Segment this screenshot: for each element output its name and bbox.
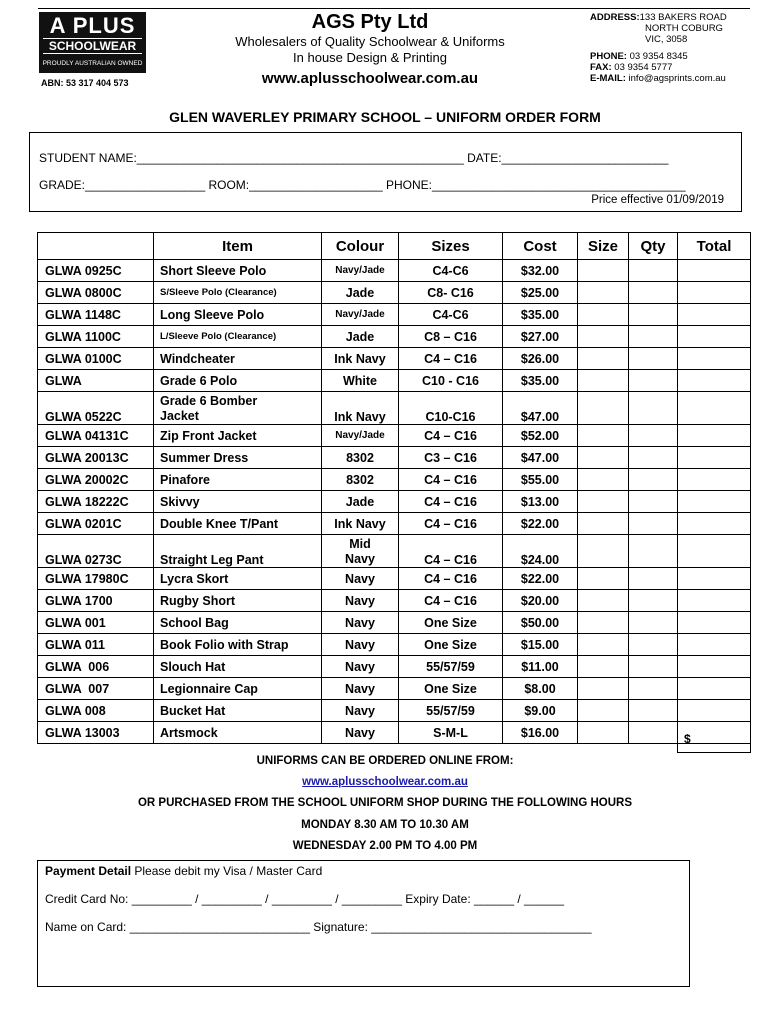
item-name: Bucket Hat [154, 700, 322, 722]
uniform-shop-notice: OR PURCHASED FROM THE SCHOOL UNIFORM SHOP DURING THE FOLLOWING HOURS [137, 797, 633, 809]
qty-input[interactable] [629, 535, 678, 568]
qty-input[interactable] [629, 722, 678, 744]
item-code: GLWA 0100C [38, 348, 154, 370]
item-name: Grade 6 Polo [154, 370, 322, 392]
item-sizes: C4-C6 [399, 260, 503, 282]
item-sizes: C4 – C16 [399, 425, 503, 447]
size-input[interactable] [578, 326, 629, 348]
item-colour: Ink Navy [322, 513, 399, 535]
qty-input[interactable] [629, 678, 678, 700]
item-colour: 8302 [322, 469, 399, 491]
item-sizes: C4-C6 [399, 304, 503, 326]
item-colour-line-2: Navy [345, 552, 375, 566]
item-sizes: C4 – C16 [399, 348, 503, 370]
item-colour [322, 535, 399, 568]
email-label: E-MAIL: [590, 73, 626, 84]
payment-label: Payment Detail [45, 864, 132, 878]
item-name: Rugby Short [154, 590, 322, 612]
abn-number: ABN: 53 317 404 573 [41, 78, 129, 88]
item-code: GLWA 04131C [38, 425, 154, 447]
item-name: Short Sleeve Polo [154, 260, 322, 282]
item-name: Long Sleeve Polo [154, 304, 322, 326]
email-value[interactable]: info@agsprints.com.au [628, 73, 726, 84]
table-header-row [38, 233, 751, 260]
item-name [154, 392, 322, 425]
item-code: GLWA [38, 370, 154, 392]
item-code: GLWA 007 [38, 678, 154, 700]
item-colour: Navy [322, 656, 399, 678]
item-colour: 8302 [322, 447, 399, 469]
size-input[interactable] [578, 260, 629, 282]
item-sizes: C4 – C16 [399, 513, 503, 535]
item-code: GLWA 1700 [38, 590, 154, 612]
item-sizes: C10-C16 [399, 392, 503, 425]
item-cost: $35.00 [503, 304, 578, 326]
total-input[interactable] [678, 260, 751, 282]
item-code: GLWA 17980C [38, 568, 154, 590]
logo-text-schoolwear: SCHOOLWEAR [43, 38, 142, 54]
item-name: Skivvy [154, 491, 322, 513]
company-header [200, 10, 540, 90]
address-line-2: NORTH COBURG [645, 23, 723, 34]
item-cost: $13.00 [503, 491, 578, 513]
table-row [38, 656, 751, 678]
item-colour: White [322, 370, 399, 392]
size-input[interactable] [578, 282, 629, 304]
company-website[interactable]: www.aplusschoolwear.com.au [261, 70, 479, 87]
item-cost: $32.00 [503, 260, 578, 282]
qty-input[interactable] [629, 260, 678, 282]
total-input[interactable] [678, 678, 751, 700]
item-cost: $25.00 [503, 282, 578, 304]
item-code: GLWA 0201C [38, 513, 154, 535]
qty-input[interactable] [629, 634, 678, 656]
table-row [38, 447, 751, 469]
qty-input[interactable] [629, 700, 678, 722]
item-cost: $24.00 [503, 535, 578, 568]
total-input[interactable] [678, 282, 751, 304]
item-sizes: C4 – C16 [399, 590, 503, 612]
address-line-1: 133 BAKERS ROAD [639, 12, 727, 23]
item-sizes: One Size [399, 612, 503, 634]
qty-input[interactable] [629, 326, 678, 348]
total-input[interactable] [678, 425, 751, 447]
item-code: GLWA 001 [38, 612, 154, 634]
item-colour: Navy [322, 700, 399, 722]
table-row [38, 700, 751, 722]
item-name-line-2: Jacket [160, 409, 199, 423]
size-input[interactable] [578, 447, 629, 469]
item-name: Legionnaire Cap [154, 678, 322, 700]
table-row [38, 392, 751, 425]
item-sizes: C8 – C16 [399, 326, 503, 348]
table-row [38, 568, 751, 590]
item-sizes: C4 – C16 [399, 535, 503, 568]
item-name: Artsmock [154, 722, 322, 744]
item-name: Pinafore [154, 469, 322, 491]
table-row [38, 535, 751, 568]
grade-room-phone-field[interactable]: GRADE:__________________ ROOM:____________________ PHONE:______________________________________ [39, 178, 686, 192]
size-input[interactable] [578, 491, 629, 513]
item-code: GLWA 20002C [38, 469, 154, 491]
size-input[interactable] [578, 348, 629, 370]
item-colour: Navy [322, 612, 399, 634]
table-row [38, 260, 751, 282]
header-sizes: Sizes [399, 233, 503, 260]
item-code: GLWA 008 [38, 700, 154, 722]
company-name: AGS Pty Ltd [311, 11, 429, 33]
address-label: ADDRESS: [590, 12, 640, 23]
item-sizes: S-M-L [399, 722, 503, 744]
item-cost: $26.00 [503, 348, 578, 370]
item-sizes: C10 - C16 [399, 370, 503, 392]
header-cost: Cost [503, 233, 578, 260]
size-input[interactable] [578, 700, 629, 722]
item-code: GLWA 1148C [38, 304, 154, 326]
item-cost: $20.00 [503, 590, 578, 612]
item-cost: $15.00 [503, 634, 578, 656]
contact-block [590, 12, 760, 84]
item-sizes: C3 – C16 [399, 447, 503, 469]
item-cost: $22.00 [503, 568, 578, 590]
fax-label: FAX: [590, 62, 612, 73]
header-size: Size [578, 233, 629, 260]
item-name: Double Knee T/Pant [154, 513, 322, 535]
total-input[interactable] [678, 370, 751, 392]
item-colour: Navy [322, 590, 399, 612]
item-cost: $22.00 [503, 513, 578, 535]
name-signature-field[interactable]: Name on Card: ___________________________ Signature: _________________________________ [45, 920, 592, 934]
header-colour: Colour [322, 233, 399, 260]
payment-box [37, 860, 690, 987]
size-input[interactable] [578, 722, 629, 744]
item-colour: Navy [322, 568, 399, 590]
item-cost: $47.00 [503, 447, 578, 469]
size-input[interactable] [578, 370, 629, 392]
item-cost: $55.00 [503, 469, 578, 491]
qty-input[interactable] [629, 491, 678, 513]
total-input[interactable] [678, 326, 751, 348]
table-row [38, 348, 751, 370]
item-colour: Jade [322, 282, 399, 304]
order-online-notice: UNIFORMS CAN BE ORDERED ONLINE FROM: [256, 755, 514, 767]
item-name: Lycra Skort [154, 568, 322, 590]
size-input[interactable] [578, 425, 629, 447]
size-input[interactable] [578, 634, 629, 656]
size-input[interactable] [578, 612, 629, 634]
qty-input[interactable] [629, 425, 678, 447]
address-line-3: VIC, 3058 [645, 34, 688, 45]
item-name: Book Folio with Strap [154, 634, 322, 656]
qty-input[interactable] [629, 304, 678, 326]
aplus-logo [39, 12, 146, 73]
item-name: School Bag [154, 612, 322, 634]
item-sizes: C4 – C16 [399, 491, 503, 513]
size-input[interactable] [578, 469, 629, 491]
monday-hours: MONDAY 8.30 AM TO 10.30 AM [301, 819, 469, 831]
item-cost: $27.00 [503, 326, 578, 348]
qty-input[interactable] [629, 348, 678, 370]
item-colour: Jade [322, 326, 399, 348]
item-code: GLWA 0925C [38, 260, 154, 282]
item-colour: Navy/Jade [322, 425, 399, 447]
table-row [38, 722, 751, 744]
size-input[interactable] [578, 392, 629, 425]
payment-instruction: Please debit my Visa / Master Card [131, 864, 323, 878]
total-input[interactable] [678, 700, 751, 722]
total-input[interactable] [678, 348, 751, 370]
grand-total-field[interactable]: $ [677, 726, 751, 753]
item-cost: $35.00 [503, 370, 578, 392]
item-colour: Ink Navy [322, 348, 399, 370]
table-row [38, 469, 751, 491]
total-input[interactable] [678, 656, 751, 678]
qty-input[interactable] [629, 282, 678, 304]
price-effective: Price effective 01/09/2019 [591, 194, 724, 206]
qty-input[interactable] [629, 447, 678, 469]
qty-input[interactable] [629, 590, 678, 612]
table-row [38, 513, 751, 535]
order-online-link[interactable]: www.aplusschoolwear.com.au [302, 776, 468, 788]
item-code: GLWA 20013C [38, 447, 154, 469]
header-item: Item [154, 233, 322, 260]
size-input[interactable] [578, 568, 629, 590]
table-row [38, 491, 751, 513]
fax-value: 03 9354 5777 [614, 62, 673, 73]
student-name-date-field[interactable]: STUDENT NAME:_________________________________________________ DATE:_________________________ [39, 151, 669, 165]
item-code: GLWA 0273C [38, 535, 154, 568]
total-input[interactable] [678, 612, 751, 634]
item-colour: Ink Navy [322, 392, 399, 425]
item-colour: Jade [322, 491, 399, 513]
item-colour: Navy [322, 678, 399, 700]
item-code: GLWA 13003 [38, 722, 154, 744]
header-code [38, 233, 154, 260]
item-sizes: One Size [399, 634, 503, 656]
item-name: Straight Leg Pant [154, 535, 322, 568]
item-code: GLWA 18222C [38, 491, 154, 513]
item-code: GLWA 011 [38, 634, 154, 656]
uniform-table [37, 232, 751, 744]
item-name: Zip Front Jacket [154, 425, 322, 447]
item-sizes: C8- C16 [399, 282, 503, 304]
size-input[interactable] [578, 304, 629, 326]
item-cost: $11.00 [503, 656, 578, 678]
logo-text-owned: PROUDLY AUSTRALIAN OWNED [42, 60, 143, 67]
credit-card-field[interactable]: Credit Card No: _________ / _________ / _________ / _________ Expiry Date: ______ / ______ [45, 892, 565, 906]
total-input[interactable] [678, 590, 751, 612]
table-row [38, 282, 751, 304]
item-code: GLWA 0800C [38, 282, 154, 304]
table-row [38, 612, 751, 634]
item-name-line-1: Grade 6 Bomber [160, 394, 258, 408]
total-input[interactable] [678, 447, 751, 469]
total-input[interactable] [678, 513, 751, 535]
qty-input[interactable] [629, 370, 678, 392]
table-row [38, 590, 751, 612]
qty-input[interactable] [629, 469, 678, 491]
table-row [38, 425, 751, 447]
item-colour: Navy/Jade [322, 260, 399, 282]
item-name: S/Sleeve Polo (Clearance) [154, 282, 322, 304]
item-sizes: 55/57/59 [399, 656, 503, 678]
table-row [38, 304, 751, 326]
table-row [38, 326, 751, 348]
total-input[interactable] [678, 535, 751, 568]
total-input[interactable] [678, 568, 751, 590]
student-info-box [29, 132, 742, 212]
item-sizes: C4 – C16 [399, 568, 503, 590]
item-name: L/Sleeve Polo (Clearance) [154, 326, 322, 348]
item-sizes: One Size [399, 678, 503, 700]
item-cost: $52.00 [503, 425, 578, 447]
qty-input[interactable] [629, 513, 678, 535]
total-input[interactable] [678, 304, 751, 326]
table-row [38, 678, 751, 700]
item-code: GLWA 0522C [38, 392, 154, 425]
phone-value: 03 9354 8345 [629, 51, 688, 62]
company-tagline-2: In house Design & Printing [293, 50, 447, 65]
item-code: GLWA 006 [38, 656, 154, 678]
header-rule [38, 8, 750, 9]
total-input[interactable] [678, 491, 751, 513]
item-colour: Navy [322, 634, 399, 656]
table-row [38, 634, 751, 656]
item-code: GLWA 1100C [38, 326, 154, 348]
qty-input[interactable] [629, 612, 678, 634]
logo-text-aplus: A PLUS [49, 13, 136, 38]
total-input[interactable] [678, 634, 751, 656]
item-cost: $50.00 [503, 612, 578, 634]
item-cost: $16.00 [503, 722, 578, 744]
wednesday-hours: WEDNESDAY 2.00 PM TO 4.00 PM [292, 840, 478, 852]
phone-label: PHONE: [590, 51, 627, 62]
qty-input[interactable] [629, 656, 678, 678]
qty-input[interactable] [629, 568, 678, 590]
total-input[interactable] [678, 392, 751, 425]
item-sizes: C4 – C16 [399, 469, 503, 491]
item-colour: Navy/Jade [322, 304, 399, 326]
item-cost: $47.00 [503, 392, 578, 425]
item-name: Windcheater [154, 348, 322, 370]
table-row [38, 370, 751, 392]
item-cost: $9.00 [503, 700, 578, 722]
header-total: Total [678, 233, 751, 260]
size-input[interactable] [578, 678, 629, 700]
item-colour-line-1: Mid [349, 537, 371, 551]
size-input[interactable] [578, 535, 629, 568]
company-tagline-1: Wholesalers of Quality Schoolwear & Uniforms [235, 34, 505, 49]
item-name: Summer Dress [154, 447, 322, 469]
item-colour: Navy [322, 722, 399, 744]
qty-input[interactable] [629, 392, 678, 425]
form-title: GLEN WAVERLEY PRIMARY SCHOOL – UNIFORM ORDER FORM [169, 109, 601, 125]
item-sizes: 55/57/59 [399, 700, 503, 722]
item-name: Slouch Hat [154, 656, 322, 678]
total-input[interactable] [678, 469, 751, 491]
size-input[interactable] [578, 513, 629, 535]
size-input[interactable] [578, 656, 629, 678]
item-cost: $8.00 [503, 678, 578, 700]
header-qty: Qty [629, 233, 678, 260]
size-input[interactable] [578, 590, 629, 612]
